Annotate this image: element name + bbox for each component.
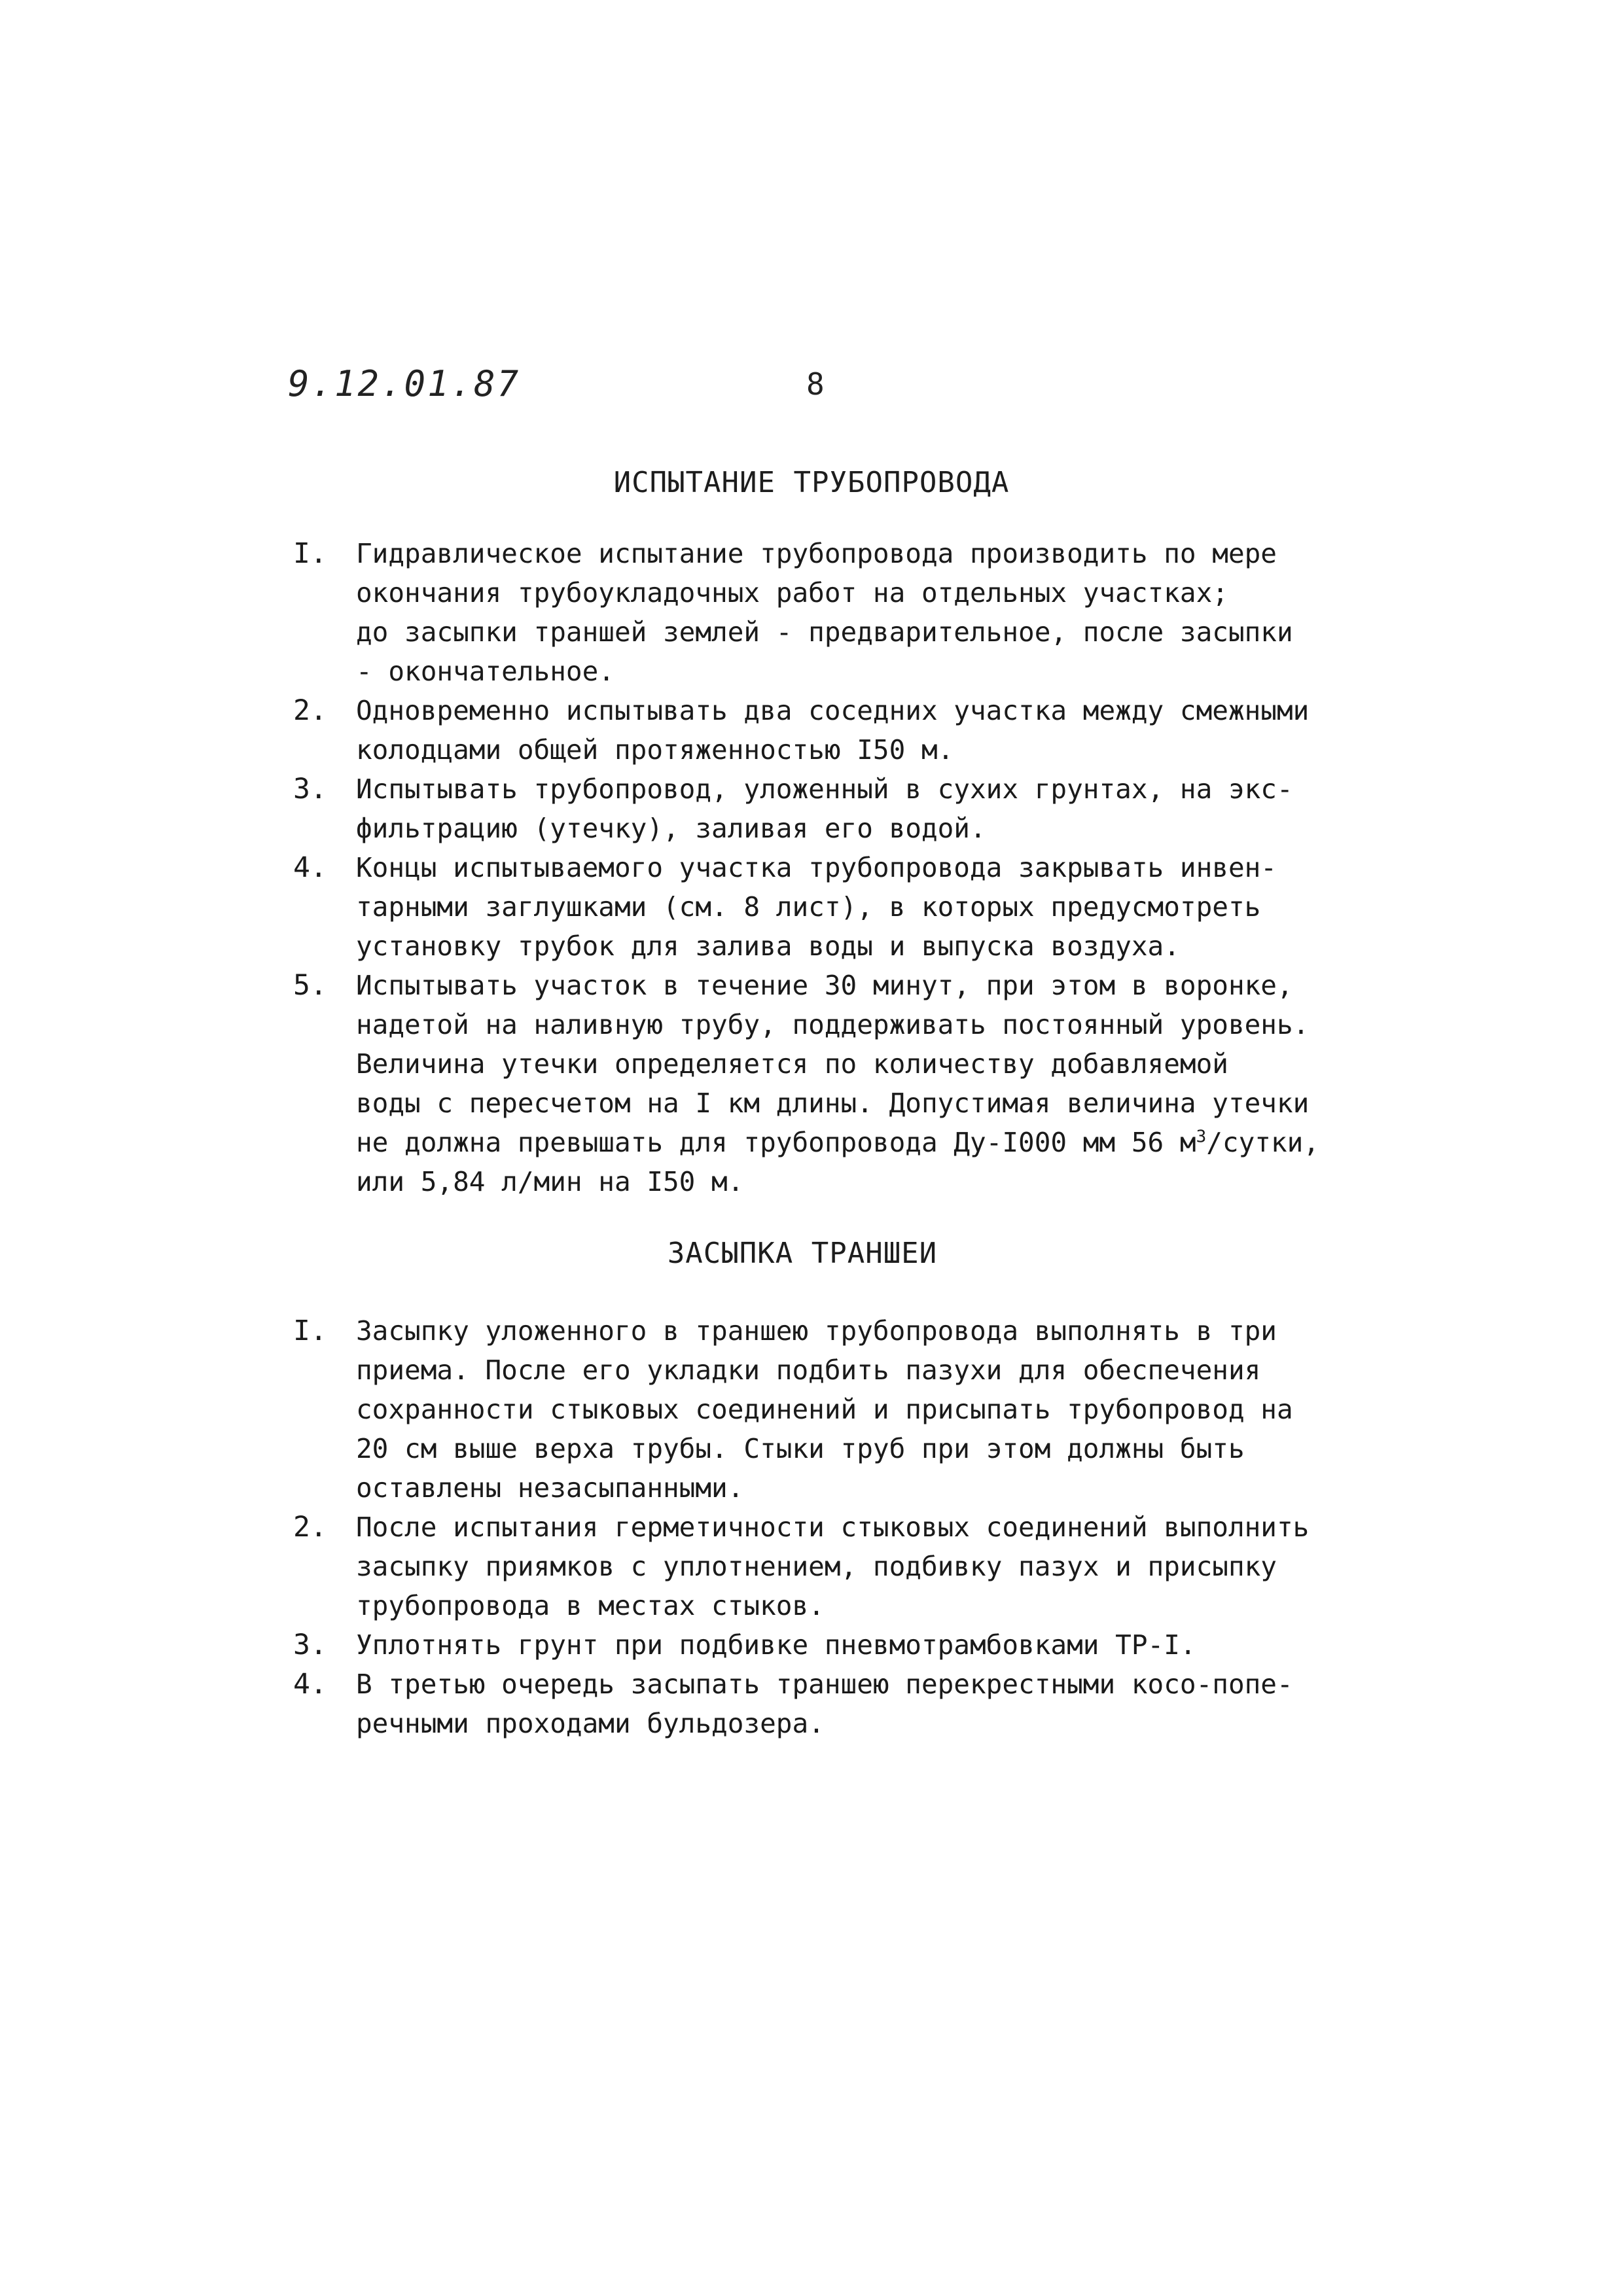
text-line: Испытывать трубопровод, уложенный в сухих грунтах, на экс- [356,773,1293,805]
section-title-testing: ИСПЫТАНИЕ ТРУБОПРОВОДА [613,466,1010,499]
list-item [293,966,1353,1201]
superscript: 3 [1196,1127,1207,1147]
text-line: до засыпки траншей землей - предварительное, после засыпки [356,616,1293,648]
text-line: Одновременно испытывать два соседних участка между смежными [356,695,1310,726]
text-line: сохранности стыковых соединений и присыпать трубопровод на [356,1394,1293,1425]
backfill-list [293,1311,1353,1743]
item-marker: 4. [293,851,327,884]
item-marker: 2. [293,1511,327,1544]
text-line: После испытания герметичности стыковых соединений выполнить [356,1511,1310,1543]
text-line: - окончательное. [356,656,615,687]
list-item [293,534,1353,691]
text-line: Испытывать участок в течение 30 минут, при этом в воронке, [356,970,1293,1001]
text-line: окончания трубоукладочных работ на отдельных участках; [356,577,1228,609]
item-marker: I. [293,537,327,570]
list-item [293,1311,1353,1508]
text-fragment: не должна превышать для трубопровода Ду-I000 мм 56 м [356,1127,1196,1158]
text-line: Величина утечки определяется по количеству добавляемой [356,1048,1228,1080]
item-marker: I. [293,1315,327,1347]
text-line: установку трубок для залива воды и выпуска воздуха. [356,930,1180,962]
text-line-with-superscript [356,1123,1353,1162]
text-line: Уплотнять грунт при подбивке пневмотрамбовками ТР-I. [356,1629,1196,1661]
item-marker: 4. [293,1668,327,1701]
text-fragment: /сутки, [1206,1127,1320,1158]
text-line: надетой на наливную трубу, поддерживать постоянный уровень. [356,1009,1310,1040]
text-line: засыпку приямков с уплотнением, подбивку пазух и присыпку [356,1551,1277,1582]
text-line: В третью очередь засыпать траншею перекрестными косо-попе- [356,1669,1293,1700]
list-item [293,1665,1353,1743]
text-line: Концы испытываемого участка трубопровода закрывать инвен- [356,852,1277,883]
section-title-backfill: ЗАСЫПКА ТРАНШЕИ [667,1237,938,1270]
list-item [293,691,1353,769]
list-item [293,1625,1353,1665]
text-line: трубопровода в местах стыков. [356,1590,825,1621]
document-code: 9.12.01.87 [288,363,521,404]
text-line: приема. После его укладки подбить пазухи для обеспечения [356,1354,1261,1386]
item-marker: 3. [293,1629,327,1661]
text-line: оставлены незасыпанными. [356,1472,744,1504]
text-line: воды с пересчетом на I км длины. Допустимая величина утечки [356,1087,1310,1119]
list-item [293,848,1353,966]
text-line: фильтрацию (утечку), заливая его водой. [356,813,986,844]
page-number: 8 [806,366,825,402]
item-marker: 3. [293,773,327,805]
text-line: колодцами общей протяженностью I50 м. [356,734,954,766]
list-item [293,1508,1353,1625]
text-line: Гидравлическое испытание трубопровода производить по мере [356,538,1277,569]
text-line: речными проходами бульдозера. [356,1708,825,1739]
item-marker: 2. [293,694,327,727]
text-line: тарными заглушками (см. 8 лист), в которых предусмотреть [356,891,1261,923]
text-line: или 5,84 л/мин на I50 м. [356,1166,744,1197]
testing-list [293,534,1353,1201]
text-line: Засыпку уложенного в траншею трубопровода выполнять в три [356,1315,1277,1347]
text-line: 20 см выше верха трубы. Стыки труб при этом должны быть [356,1433,1245,1464]
item-marker: 5. [293,969,327,1002]
list-item [293,769,1353,848]
